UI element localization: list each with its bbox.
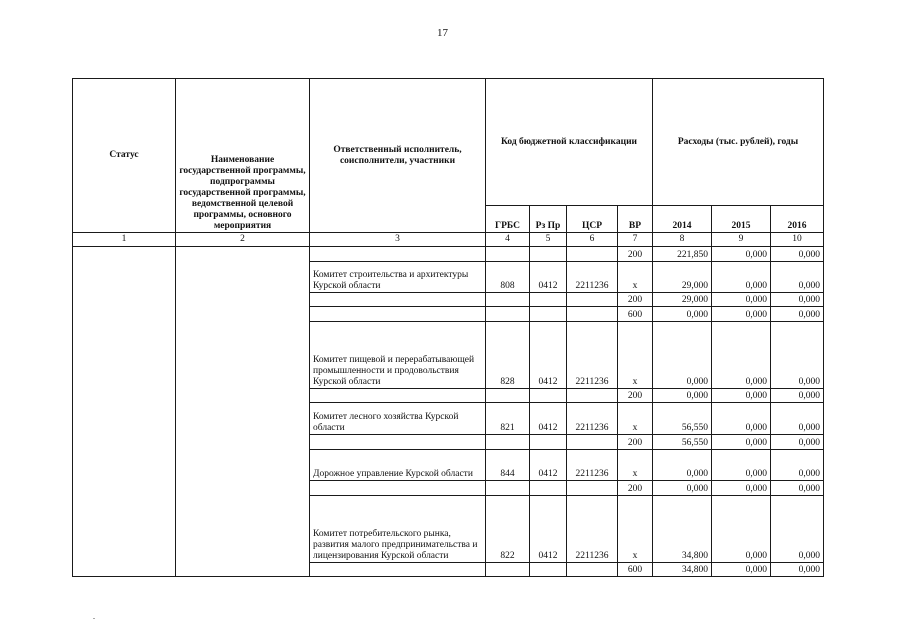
value-2014-cell: 0,000	[653, 389, 712, 403]
org-cell	[310, 435, 486, 450]
csr-cell: 2211236	[567, 322, 618, 389]
column-number: 9	[712, 233, 771, 247]
value-2016-cell: 0,000	[771, 262, 824, 293]
column-number: 10	[771, 233, 824, 247]
value-2014-cell: 0,000	[653, 307, 712, 322]
value-2016-cell: 0,000	[771, 403, 824, 435]
vr-cell: 200	[618, 481, 653, 496]
value-2014-cell: 29,000	[653, 262, 712, 293]
vr-cell: х	[618, 450, 653, 481]
rzpr-cell: 0412	[530, 322, 567, 389]
grbs-cell: 822	[486, 496, 530, 563]
table-row	[73, 247, 824, 262]
value-2015-cell: 0,000	[712, 403, 771, 435]
rzpr-cell: 0412	[530, 262, 567, 293]
rzpr-cell	[530, 247, 567, 262]
column-number: 7	[618, 233, 653, 247]
header-year-2015: 2015	[712, 206, 771, 233]
csr-cell	[567, 389, 618, 403]
value-2015-cell: 0,000	[712, 293, 771, 307]
vr-cell: 200	[618, 435, 653, 450]
header-expenses: Расходы (тыс. рублей), годы	[653, 79, 824, 206]
grbs-cell	[486, 307, 530, 322]
value-2014-cell: 56,550	[653, 435, 712, 450]
value-2014-cell: 34,800	[653, 496, 712, 563]
value-2015-cell: 0,000	[712, 450, 771, 481]
vr-cell: 600	[618, 563, 653, 577]
vr-cell: х	[618, 262, 653, 293]
org-cell: Комитет потребительского рынка, развития малого предпринимательства и лицензирования Курской области	[310, 496, 486, 563]
csr-cell: 2211236	[567, 450, 618, 481]
column-number: 5	[530, 233, 567, 247]
org-cell	[310, 293, 486, 307]
header-program-name: Наименование государственной программы, подпрограммы государственной программы, ведомственной целевой программы, основного мероприятия	[176, 79, 310, 233]
value-2015-cell: 0,000	[712, 262, 771, 293]
header-budget-code: Код бюджетной классификации	[486, 79, 653, 206]
grbs-cell	[486, 481, 530, 496]
column-number: 6	[567, 233, 618, 247]
column-number-row	[73, 233, 824, 247]
value-2016-cell: 0,000	[771, 563, 824, 577]
vr-cell: х	[618, 322, 653, 389]
rzpr-cell	[530, 293, 567, 307]
value-2014-cell: 0,000	[653, 481, 712, 496]
vr-cell: 200	[618, 247, 653, 262]
grbs-cell: 808	[486, 262, 530, 293]
grbs-cell: 821	[486, 403, 530, 435]
header-row	[73, 79, 824, 206]
header-year-2016: 2016	[771, 206, 824, 233]
value-2015-cell: 0,000	[712, 496, 771, 563]
value-2016-cell: 0,000	[771, 450, 824, 481]
grbs-cell: 828	[486, 322, 530, 389]
value-2014-cell: 29,000	[653, 293, 712, 307]
grbs-cell	[486, 389, 530, 403]
value-2014-cell: 0,000	[653, 322, 712, 389]
grbs-cell	[486, 247, 530, 262]
header-rzpr: Рз Пр	[530, 206, 567, 233]
value-2014-cell: 0,000	[653, 450, 712, 481]
value-2016-cell: 0,000	[771, 435, 824, 450]
value-2015-cell: 0,000	[712, 481, 771, 496]
column-number: 2	[176, 233, 310, 247]
org-cell: Комитет пищевой и перерабатывающей промышленности и продовольствия Курской области	[310, 322, 486, 389]
org-cell: Комитет лесного хозяйства Курской области	[310, 403, 486, 435]
rzpr-cell: 0412	[530, 496, 567, 563]
value-2015-cell: 0,000	[712, 307, 771, 322]
value-2016-cell: 0,000	[771, 322, 824, 389]
org-cell: Дорожное управление Курской области	[310, 450, 486, 481]
rzpr-cell	[530, 481, 567, 496]
value-2016-cell: 0,000	[771, 481, 824, 496]
rzpr-cell: 0412	[530, 450, 567, 481]
value-2016-cell: 0,000	[771, 247, 824, 262]
value-2014-cell: 56,550	[653, 403, 712, 435]
csr-cell	[567, 307, 618, 322]
org-cell	[310, 563, 486, 577]
rzpr-cell	[530, 435, 567, 450]
header-csr: ЦСР	[567, 206, 618, 233]
vr-cell: 600	[618, 307, 653, 322]
rzpr-cell: 0412	[530, 403, 567, 435]
org-cell	[310, 307, 486, 322]
program-name-cell	[176, 247, 310, 577]
value-2015-cell: 0,000	[712, 247, 771, 262]
column-number: 4	[486, 233, 530, 247]
value-2016-cell: 0,000	[771, 293, 824, 307]
header-executor: Ответственный исполнитель, соисполнители, участники	[310, 79, 486, 233]
org-cell	[310, 481, 486, 496]
csr-cell	[567, 563, 618, 577]
status-cell	[73, 247, 176, 577]
rzpr-cell	[530, 563, 567, 577]
column-number: 8	[653, 233, 712, 247]
csr-cell: 2211236	[567, 262, 618, 293]
header-vr: ВР	[618, 206, 653, 233]
vr-cell: х	[618, 403, 653, 435]
csr-cell	[567, 435, 618, 450]
column-number: 3	[310, 233, 486, 247]
org-cell	[310, 389, 486, 403]
value-2015-cell: 0,000	[712, 435, 771, 450]
footer-mark: .	[93, 612, 95, 621]
value-2015-cell: 0,000	[712, 563, 771, 577]
org-cell: Комитет строительства и архитектуры Курской области	[310, 262, 486, 293]
vr-cell: 200	[618, 293, 653, 307]
vr-cell: х	[618, 496, 653, 563]
rzpr-cell	[530, 389, 567, 403]
page-number: 17	[437, 27, 448, 39]
rzpr-cell	[530, 307, 567, 322]
value-2016-cell: 0,000	[771, 496, 824, 563]
grbs-cell: 844	[486, 450, 530, 481]
value-2016-cell: 0,000	[771, 307, 824, 322]
header-year-2014: 2014	[653, 206, 712, 233]
column-number: 1	[73, 233, 176, 247]
value-2015-cell: 0,000	[712, 389, 771, 403]
value-2016-cell: 0,000	[771, 389, 824, 403]
csr-cell: 2211236	[567, 403, 618, 435]
grbs-cell	[486, 435, 530, 450]
value-2014-cell: 221,850	[653, 247, 712, 262]
value-2014-cell: 34,800	[653, 563, 712, 577]
grbs-cell	[486, 563, 530, 577]
csr-cell	[567, 481, 618, 496]
budget-table	[72, 78, 824, 577]
grbs-cell	[486, 293, 530, 307]
value-2015-cell: 0,000	[712, 322, 771, 389]
org-cell	[310, 247, 486, 262]
csr-cell	[567, 247, 618, 262]
vr-cell: 200	[618, 389, 653, 403]
csr-cell	[567, 293, 618, 307]
csr-cell: 2211236	[567, 496, 618, 563]
header-grbs: ГРБС	[486, 206, 530, 233]
header-status: Статус	[73, 79, 176, 233]
